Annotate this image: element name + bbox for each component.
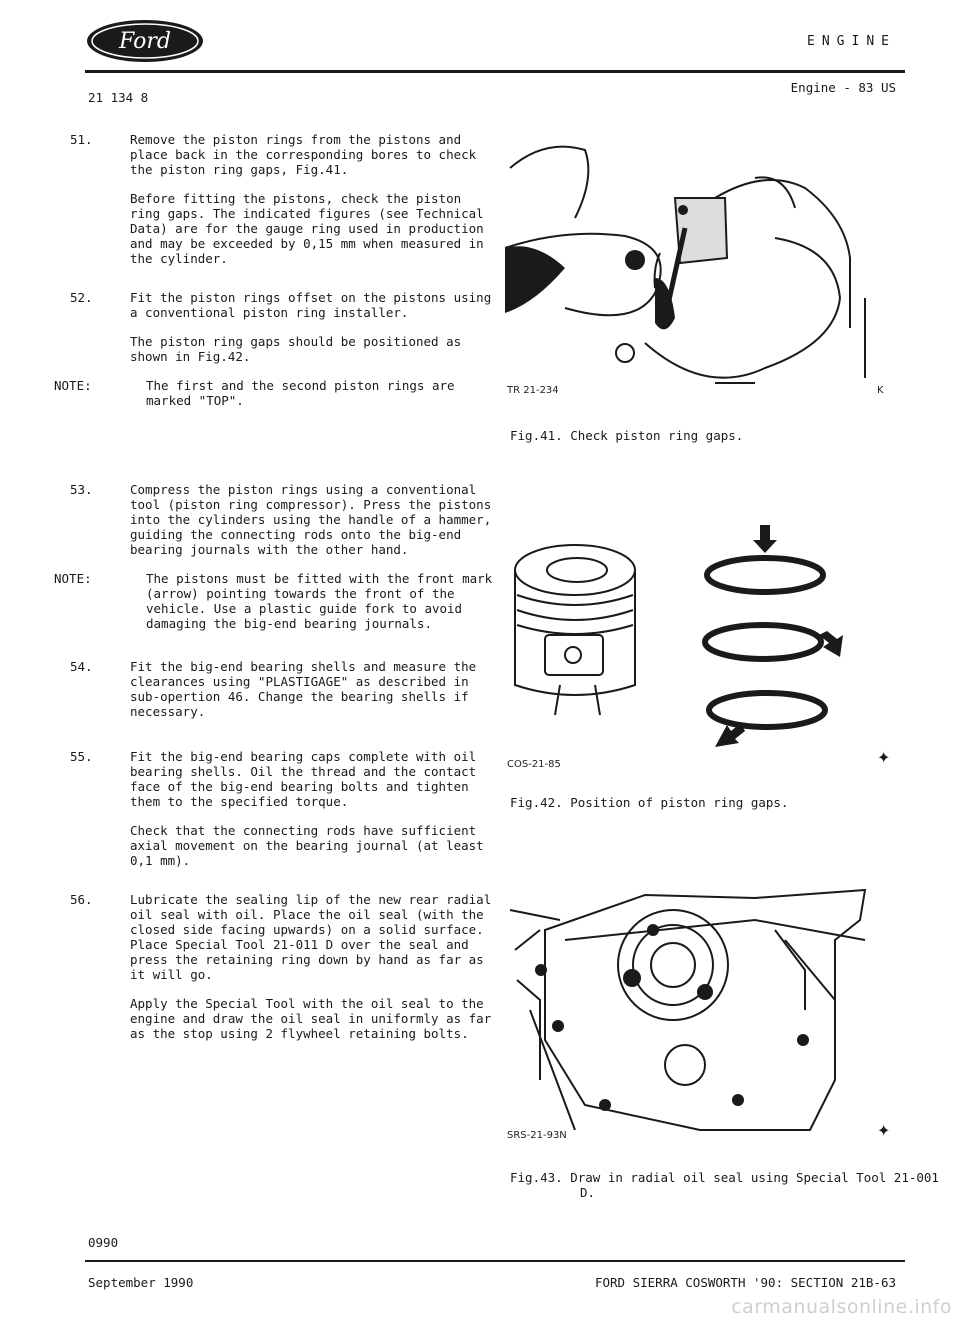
figure-43-caption: Fig.43. Draw in radial oil seal using Special Tool 21-001 D. bbox=[510, 1170, 939, 1200]
footer-rule bbox=[85, 1260, 905, 1262]
svg-text:Ford: Ford bbox=[119, 29, 171, 54]
oil-seal-installation-illustration bbox=[505, 880, 900, 1145]
svg-text:SRS-21-93N: SRS-21-93N bbox=[507, 1130, 567, 1141]
figure-43 bbox=[505, 880, 900, 1148]
footer-title: FORD SIERRA COSWORTH '90: SECTION 21B-63 bbox=[594, 1275, 896, 1290]
ford-logo bbox=[85, 18, 205, 64]
figure-41 bbox=[505, 128, 900, 406]
orientation-marker-icon: ✦ bbox=[877, 1121, 891, 1140]
step-54: 54. Fit the big-end bearing shells and measure the clearances using "PLASTIGAGE" as described in sub-opertion 46. Change the bearing shells if necessary. bbox=[70, 659, 477, 719]
piston-rings-illustration bbox=[505, 525, 900, 775]
header-rule bbox=[85, 70, 905, 73]
step-51-paragraph: Before fitting the pistons, check the piston ring gaps. The indicated figures (see Technical Data) are for the gauge ring used in production and may be exceeded by 0,15 mm when measured in the cylinder. bbox=[130, 191, 484, 266]
footer-date: September 1990 bbox=[88, 1275, 194, 1290]
note-2: NOTE: The pistons must be fitted with the front mark (arrow) pointing towards the front of the vehicle. Use a plastic guide fork to avoid damaging the big-end bearing journals. bbox=[54, 571, 493, 631]
figure-42 bbox=[505, 525, 900, 778]
orientation-marker-icon: ✦ bbox=[877, 748, 891, 767]
watermark: carmanualsonline.info bbox=[731, 1296, 952, 1318]
doc-number: 21 134 8 bbox=[88, 90, 149, 105]
note-1: NOTE: The first and the second piston rings are marked "TOP". bbox=[54, 378, 455, 408]
ford-oval-icon bbox=[85, 18, 205, 64]
step-56: 56. Lubricate the sealing lip of the new rear radial oil seal with oil. Place the oil seal (with the closed side facing upwards) on a solid surface. Place Special Tool 21-011 D over the seal and press the retaining ring down by hand as far as it will go. bbox=[70, 892, 492, 982]
procedure-steps bbox=[54, 132, 495, 1055]
step-51: 51. Remove the piston rings from the pistons and place back in the corresponding bores to check the piston ring gaps, Fig.41. bbox=[70, 132, 477, 177]
step-52-paragraph: The piston ring gaps should be positioned as shown in Fig.42. bbox=[130, 334, 462, 364]
step-52: 52. Fit the piston rings offset on the pistons using a conventional piston ring installer. bbox=[70, 290, 492, 320]
page-code: 0990 bbox=[88, 1235, 119, 1250]
subsection-title: Engine - 83 US bbox=[790, 80, 896, 95]
step-53: 53. Compress the piston rings using a conventional tool (piston ring compressor). Press the pistons into the cylinders using the handle of a hammer, guiding the connecting rods onto the big-end bearing journals with the other hand. bbox=[70, 482, 492, 557]
step-56-paragraph: Apply the Special Tool with the oil seal to the engine and draw the oil seal in uniformly as far as the stop using 2 flywheel retaining bolts. bbox=[130, 996, 492, 1041]
piston-ring-gap-illustration bbox=[505, 128, 900, 403]
svg-text:TR 21-234: TR 21-234 bbox=[507, 385, 559, 396]
svg-text:COS-21-85: COS-21-85 bbox=[507, 759, 561, 770]
figure-42-caption: Fig.42. Position of piston ring gaps. bbox=[510, 795, 789, 810]
section-title: ENGINE bbox=[807, 34, 896, 49]
svg-text:K: K bbox=[877, 385, 884, 396]
figure-41-caption: Fig.41. Check piston ring gaps. bbox=[510, 428, 744, 443]
step-55: 55. Fit the big-end bearing caps complete with oil bearing shells. Oil the thread and the contact face of the big-end bearing bolts and tighten them to the specified torque. bbox=[70, 749, 477, 809]
step-55-paragraph: Check that the connecting rods have sufficient axial movement on the bearing journal (at least 0,1 mm). bbox=[130, 823, 484, 868]
